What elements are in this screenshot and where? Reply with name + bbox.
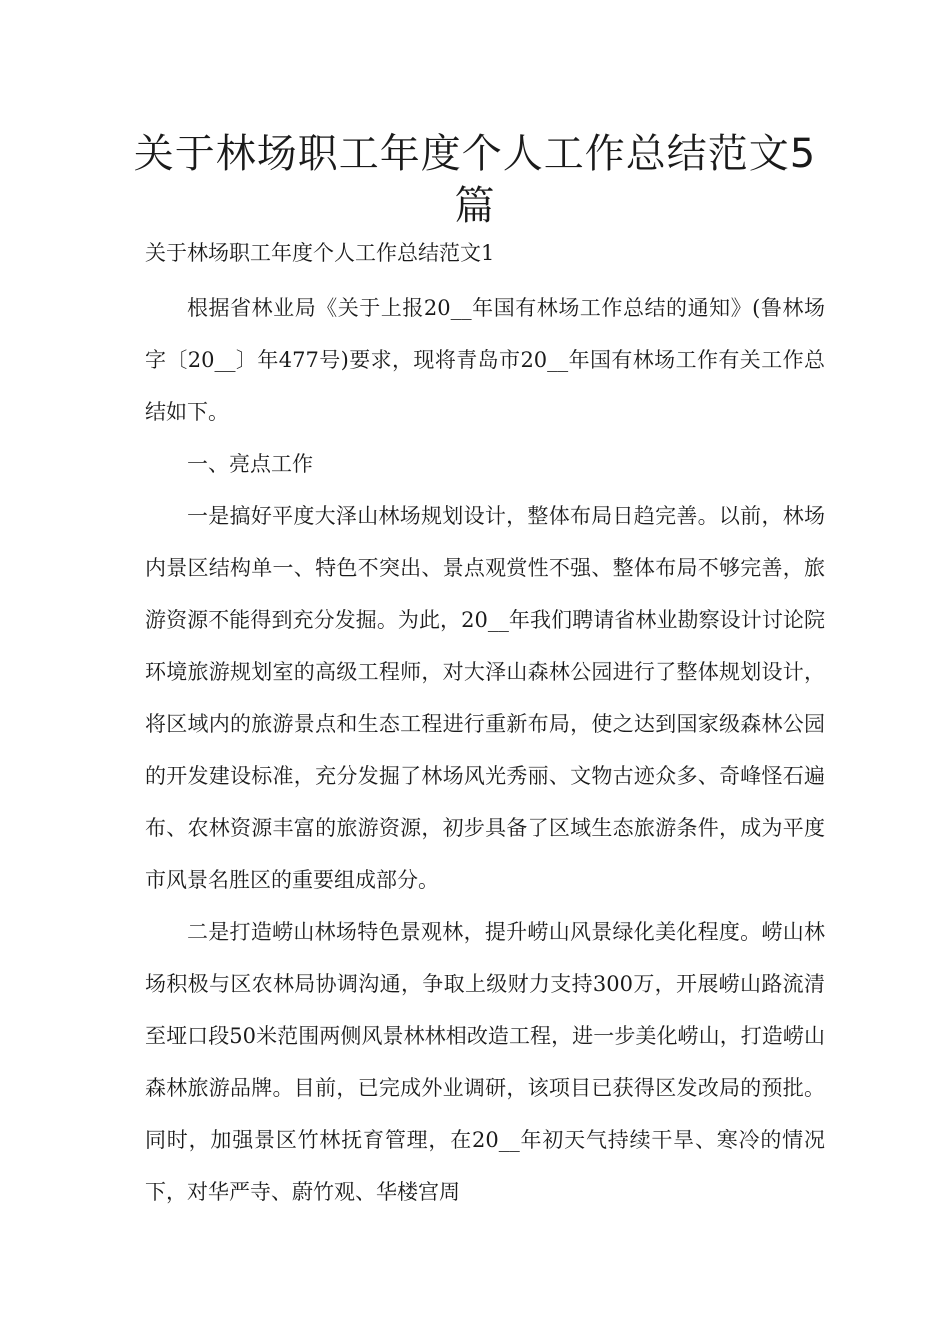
section-heading: 关于林场职工年度个人工作总结范文1 bbox=[145, 241, 495, 265]
paragraph-highlight-one: 一是搞好平度大泽山林场规划设计，整体布局日趋完善。以前，林场内景区结构单一、特色不突出、景点观赏性不强、整体布局不够完善，旅游资源不能得到充分发掘。为此，20__年我们聘请省林业勘察设计讨论院环境旅游规划室的高级工程师，对大泽山森林公园进行了整体规划设计，将区域内的旅游景点和生态工程进行重新布局，使之达到国家级森林公园的开发建设标准，充分发掘了林场风光秀丽、文物古迹众多、奇峰怪石遍布、农林资源丰富的旅游资源，初步具备了区域生态旅游条件，成为平度市风景名胜区的重要组成部分。 bbox=[145, 504, 825, 892]
paragraph-section-heading: 一、亮点工作 bbox=[187, 452, 313, 476]
paragraph-intro: 根据省林业局《关于上报20__年国有林场工作总结的通知》(鲁林场字〔20__〕年477号)要求，现将青岛市20__年国有林场工作有关工作总结如下。 bbox=[145, 296, 825, 424]
document-body bbox=[145, 282, 825, 1218]
paragraph-highlight-two: 二是打造崂山林场特色景观林，提升崂山风景绿化美化程度。崂山林场积极与区农林局协调沟通，争取上级财力支持300万，开展崂山路流清至垭口段50米范围两侧风景林林相改造工程，进一步美化崂山，打造崂山森林旅游品牌。目前，已完成外业调研，该项目已获得区发改局的预批。同时，加强景区竹林抚育管理，在20__年初天气持续干旱、寒冷的情况下，对华严寺、蔚竹观、华楼宫周 bbox=[145, 920, 825, 1204]
document-title: 关于林场职工年度个人工作总结范文5篇 bbox=[133, 131, 817, 229]
